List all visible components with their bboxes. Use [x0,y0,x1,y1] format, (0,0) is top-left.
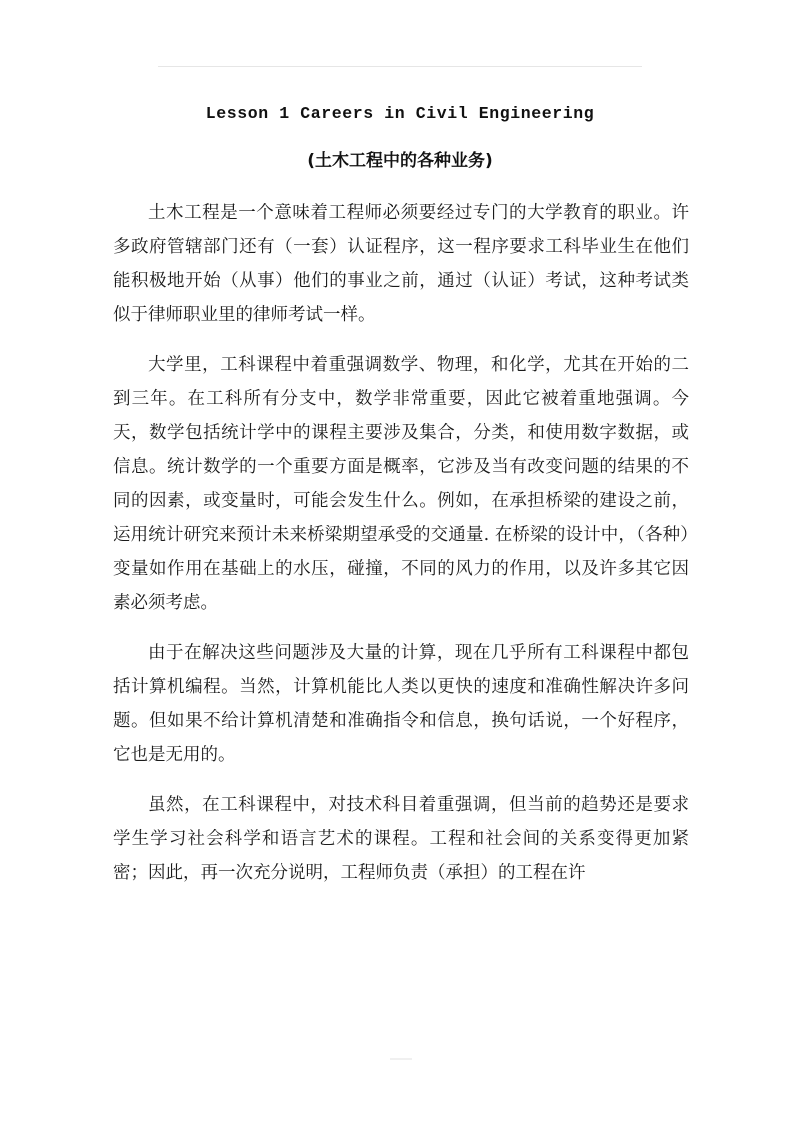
body-text [113,196,689,906]
paragraph-4: 虽然，在工科课程中，对技术科目着重强调，但当前的趋势还是要求学生学习社会科学和语言艺术的课程。工程和社会间的关系变得更加紧密；因此，再一次充分说明，工程师负责（承担）的工程在许 [113,795,689,883]
footer-mark [390,1058,412,1060]
lesson-title: Lesson 1 Careers in Civil Engineering [205,104,595,123]
paragraph-3: 由于在解决这些问题涉及大量的计算，现在几乎所有工科课程中都包括计算机编程。当然，计算机能比人类以更快的速度和准确性解决许多问题。但如果不给计算机清楚和准确指令和信息，换句话说，一个好程序，它也是无用的。 [113,643,689,765]
paragraph-2: 大学里，工科课程中着重强调数学、物理，和化学，尤其在开始的二到三年。在工科所有分支中，数学非常重要，因此它被着重地强调。今天，数学包括统计学中的课程主要涉及集合，分类，和使用数字数据，或信息。统计数学的一个重要方面是概率，它涉及当有改变问题的结果的不同的因素，或变量时，可能会发生什么。例如，在承担桥梁的建设之前，运用统计研究来预计未来桥梁期望承受的交通量. 在桥梁的设计中，（各种）变量如作用在基础上的水压，碰撞，不同的风力的作用，以及许多其它因素必须考虑。 [113,355,689,613]
paragraph-1: 土木工程是一个意味着工程师必须要经过专门的大学教育的职业。许多政府管辖部门还有（一套）认证程序，这一程序要求工科毕业生在他们能积极地开始（从事）他们的事业之前，通过（认证）考试，这种考试类似于律师职业里的律师考试一样。 [113,203,689,325]
lesson-subtitle: (土木工程中的各种业务) [307,151,493,171]
header-divider [158,66,642,67]
